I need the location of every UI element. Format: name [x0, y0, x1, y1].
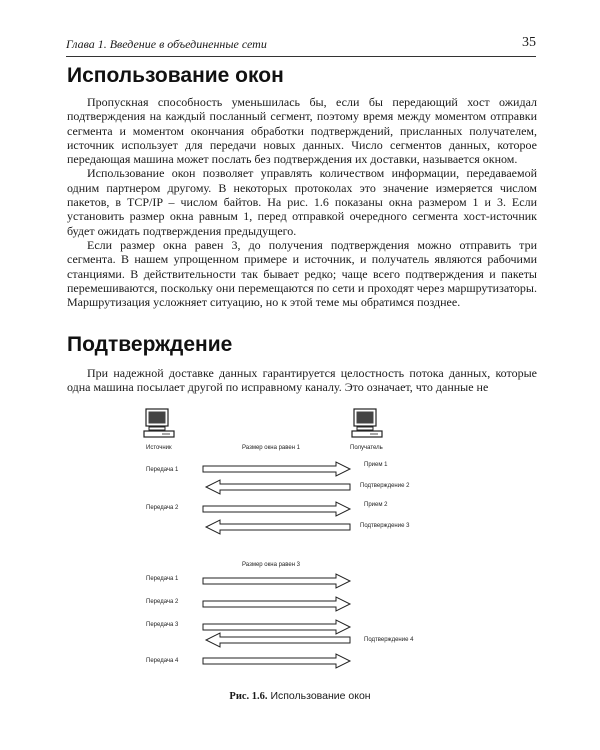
window3-label: Размер окна равен 3 — [242, 562, 301, 568]
paragraph: При надежной доставке данных гарантируется целостность потока данных, которые одна машина посылает другой по исправному каналу. Это означает, что данные не — [67, 366, 537, 395]
arrow-ack-3 — [206, 520, 350, 534]
section-title-windows: Использование окон — [67, 64, 284, 87]
chapter-title: Глава 1. Введение в объединенные сети — [66, 37, 267, 51]
paragraph: Пропускная способность уменьшилась бы, если бы передающий хост ожидал подтверждения на каждый посланный сегмент, поэтому время между моментом отправки сегмента и моментом окончания обработки подтверждений, присланных получателем, источник использует для передачи новых данных. Число сегментов данных, которое передающая машина может послать без подтверждения их доставки, называется окном. — [67, 95, 537, 167]
source-label: Источник — [146, 445, 172, 451]
arrow-w3-ack-4 — [206, 633, 350, 647]
section-title-acknowledgement: Подтверждение — [67, 333, 233, 356]
w3-ack4-label: Подтверждение 4 — [364, 637, 414, 643]
w3-send1-label: Передача 1 — [146, 576, 179, 582]
w3-send2-label: Передача 2 — [146, 599, 179, 605]
w1-recv2-label: Прием 2 — [364, 502, 388, 508]
section-body-acknowledgement — [67, 366, 537, 395]
section-body-windows — [67, 95, 537, 309]
w1-send2-label: Передача 2 — [146, 505, 179, 511]
w3-send3-label: Передача 3 — [146, 622, 179, 628]
arrow-ack-2 — [206, 480, 350, 494]
caption-number: Рис. 1.6. — [229, 691, 268, 702]
running-header — [66, 34, 536, 57]
figure-windowing-diagram — [128, 405, 458, 677]
w1-send1-label: Передача 1 — [146, 467, 179, 473]
paragraph: Использование окон позволяет управлять количеством информации, передаваемой одним партнером другому. В некоторых протоколах это значение измеряется числом пакетов, в TCP/IP – числом байтов. На рис. 1.6 показаны окна размером 1 и 3. Если установить размер окна равным 1, перед отправкой очередного сегмента хост-источник будет ожидать подтверждения предыдущего. — [67, 166, 537, 238]
window1-label: Размер окна равен 1 — [242, 445, 301, 451]
arrow-w3-send-1 — [203, 574, 350, 588]
w1-recv1-label: Прием 1 — [364, 462, 388, 468]
w3-send4-label: Передача 4 — [146, 658, 179, 664]
figure-caption — [0, 690, 600, 702]
paragraph: Если размер окна равен 3, до получения подтверждения можно отправить три сегмента. В нашем упрощенном примере и источник, и получатель являются рабочими станциями. В действительности так бывает редко; чаще всего подтверждения и пакеты перемешиваются, поскольку они перемещаются по сети и проходят через маршрутизаторы. Маршрутизация усложняет ситуацию, но к этой теме мы обратимся позднее. — [67, 237, 537, 310]
arrow-send-2 — [203, 502, 350, 516]
caption-text: Использование окон — [270, 690, 371, 702]
page-number: 35 — [522, 35, 536, 50]
receiver-computer-icon — [352, 409, 382, 437]
arrow-w3-send-4 — [203, 654, 350, 668]
w1-ack3-label: Подтверждение 3 — [360, 523, 410, 529]
arrow-w3-send-2 — [203, 597, 350, 611]
arrow-send-1 — [203, 462, 350, 476]
w1-ack2-label: Подтверждение 2 — [360, 483, 410, 489]
receiver-label: Получатель — [350, 445, 383, 451]
arrow-w3-send-3 — [203, 620, 350, 634]
source-computer-icon — [144, 409, 174, 437]
